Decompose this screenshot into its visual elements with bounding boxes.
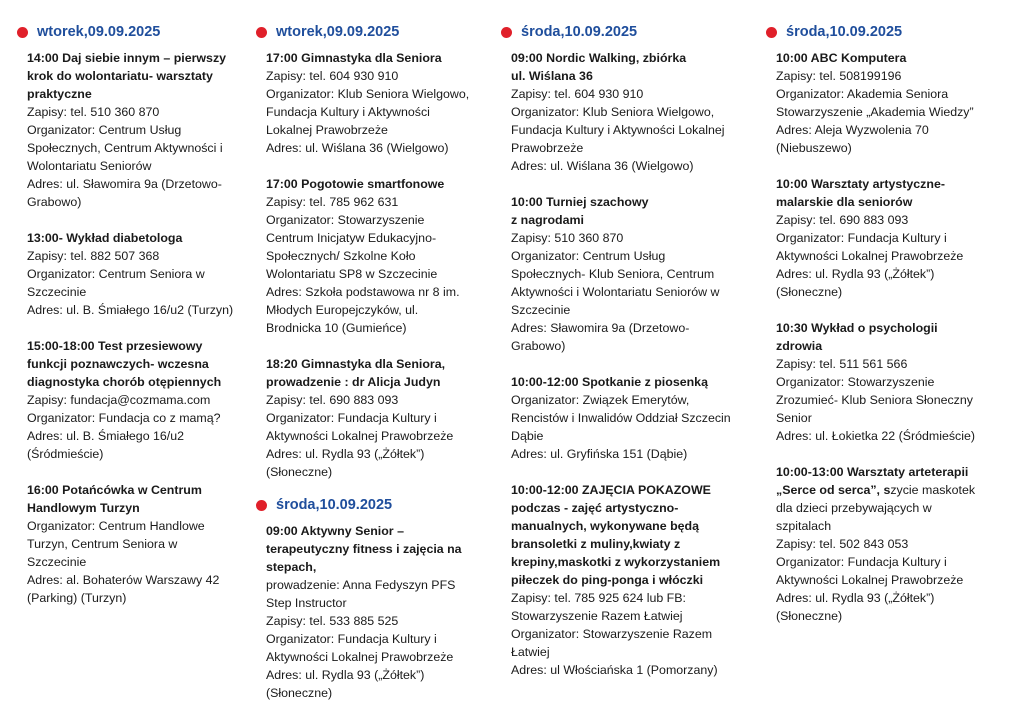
event-title-line: 14:00 Daj siebie innym – pierwszy	[27, 51, 227, 65]
event-detail-line: Organizator: Klub Seniora Wielgowo,	[266, 87, 470, 101]
event-detail-line: Zrozumieć- Klub Seniora Słoneczny	[776, 393, 973, 407]
event-detail-line: Adres: Sławomira 9a (Drzetowo-	[511, 321, 690, 335]
event-detail-line: Adres: ul. Rydla 93 („Żółtek”)	[266, 668, 425, 682]
red-bullet-icon	[256, 500, 267, 511]
event-detail-line: Organizator: Stowarzyszenie	[776, 375, 935, 389]
date-heading	[501, 22, 761, 42]
date-heading	[256, 22, 504, 42]
event-title	[266, 355, 504, 391]
event-detail-line: (Słoneczne)	[266, 465, 333, 479]
event-title	[511, 193, 761, 229]
event-title-line: 17:00 Gimnastyka dla Seniora	[266, 51, 442, 65]
event-detail-line: Stowarzyszenie „Akademia Wiedzy”	[776, 105, 974, 119]
date-text: środa,10.09.2025	[786, 24, 903, 40]
event-details	[27, 103, 257, 211]
event-detail-line: Aktywności Lokalnej Prawobrzeże	[266, 429, 454, 443]
event-title-line: krepiny,maskotki z wykorzystaniem	[511, 555, 721, 569]
event-detail-line: Organizator: Centrum Usług	[27, 123, 182, 137]
event-details	[266, 193, 504, 337]
schedule-column-4	[776, 22, 1012, 643]
event-detail-line: Organizator: Fundacja Kultury i	[776, 555, 947, 569]
event-detail-line: Zapisy: tel. 510 360 870	[27, 105, 160, 119]
event-detail-line: Szczecinie	[511, 303, 571, 317]
event-title	[27, 337, 257, 391]
event-details	[511, 229, 761, 355]
event-entry	[266, 522, 504, 702]
date-text: środa,10.09.2025	[521, 24, 638, 40]
date-heading	[766, 22, 1012, 42]
event-entry	[511, 373, 761, 463]
event-detail-line: Adres: ul Włościańska 1 (Pomorzany)	[511, 663, 718, 677]
event-detail-line: Zapisy: tel. 604 930 910	[266, 69, 399, 83]
event-entry	[511, 49, 761, 175]
event-title-line: piłeczek do ping-ponga i włóczki	[511, 573, 704, 587]
event-detail-line: Centrum Inicjatyw Edukacyjno-	[266, 231, 437, 245]
event-title-line: funkcji poznawczych- wczesna	[27, 357, 209, 371]
event-detail-line: Zapisy: tel. 690 883 093	[266, 393, 399, 407]
event-detail-line: Zapisy: tel. 882 507 368	[27, 249, 160, 263]
event-title	[27, 229, 257, 247]
event-title-line: Handlowym Turzyn	[27, 501, 140, 515]
event-detail-line: Grabowo)	[511, 339, 566, 353]
event-entry	[776, 175, 1012, 301]
event-detail-line: Zapisy: tel. 511 561 566	[776, 357, 908, 371]
event-title-line: 09:00 Aktywny Senior –	[266, 524, 404, 538]
event-detail-line: Organizator: Fundacja Kultury i	[776, 231, 947, 245]
event-detail-line: (Śródmieście)	[27, 447, 104, 461]
event-detail-line: (Słoneczne)	[776, 609, 843, 623]
event-entry	[776, 319, 1012, 445]
event-title-line: 10:00-13:00 Warsztaty arteterapii	[776, 465, 969, 479]
event-entry	[266, 49, 504, 157]
event-title-line: 10:00 Turniej szachowy	[511, 195, 649, 209]
schedule-column-2	[266, 22, 504, 720]
event-entry	[776, 463, 1012, 625]
event-detail-line: Adres: ul. Sławomira 9a (Drzetowo-	[27, 177, 222, 191]
event-title-line: 15:00-18:00 Test przesiewowy	[27, 339, 203, 353]
event-detail-line: Adres: ul. Wiślana 36 (Wielgowo)	[511, 159, 694, 173]
schedule-column-3	[511, 22, 761, 697]
event-detail-line: Lokalnej Prawobrzeże	[266, 123, 388, 137]
event-detail-line: Turzyn, Centrum Seniora w	[27, 537, 178, 551]
event-entry	[266, 175, 504, 337]
event-title-line: stepach,	[266, 560, 317, 574]
event-details	[266, 391, 504, 481]
event-detail-line: Adres: ul. Gryfińska 151 (Dąbie)	[511, 447, 688, 461]
date-text: wtorek,09.09.2025	[37, 24, 161, 40]
event-title-line: 16:00 Potańcówka w Centrum	[27, 483, 202, 497]
event-detail-line: Adres: al. Bohaterów Warszawy 42	[27, 573, 220, 587]
event-title-line: bransoletki z muliny,kwiaty z	[511, 537, 681, 551]
event-detail-line: Szczecinie	[27, 555, 87, 569]
event-title-line: diagnostyka chorób otępiennych	[27, 375, 222, 389]
event-detail-line: Adres: ul. Łokietka 22 (Śródmieście)	[776, 429, 976, 443]
event-title-line: „Serce od serca”, s	[776, 483, 891, 497]
event-title	[511, 373, 761, 391]
event-entry	[511, 193, 761, 355]
event-title-line: 10:00 Warsztaty artystyczne-	[776, 177, 945, 191]
event-detail-line: Wolontariatu Seniorów	[27, 159, 152, 173]
event-detail-line: Organizator: Centrum Usług	[511, 249, 666, 263]
event-title-line: 10:00-12:00 ZAJĘCIA POKAZOWE	[511, 483, 711, 497]
event-details	[27, 247, 257, 319]
event-detail-line: Zapisy: tel. 508199196	[776, 69, 902, 83]
event-detail-line: Organizator: Fundacja co z mamą?	[27, 411, 221, 425]
event-title-line: krok do wolontariatu- warsztaty	[27, 69, 213, 83]
event-title-line: prowadzenie : dr Alicja Judyn	[266, 375, 441, 389]
event-title	[266, 49, 504, 67]
event-details	[266, 67, 504, 157]
event-title	[776, 49, 1012, 67]
event-entry	[511, 481, 761, 679]
event-detail-line: (Słoneczne)	[266, 686, 333, 700]
event-title	[27, 49, 257, 103]
event-detail-line: Zapisy: tel. 533 885 525	[266, 614, 399, 628]
event-title-line: 10:30 Wykład o psychologii	[776, 321, 938, 335]
event-title	[511, 481, 761, 589]
event-details	[27, 517, 257, 607]
event-details	[776, 499, 1012, 625]
event-title-line: 10:00-12:00 Spotkanie z piosenką	[511, 375, 708, 389]
event-detail-line: Łatwiej	[511, 645, 550, 659]
event-detail-line: Adres: ul. Wiślana 36 (Wielgowo)	[266, 141, 449, 155]
event-detail-line: Zapisy: 510 360 870	[511, 231, 624, 245]
event-title-line: manualnych, wykonywane będą	[511, 519, 699, 533]
schedule-column-1	[27, 22, 257, 625]
event-details	[776, 211, 1012, 301]
event-detail-line: Organizator: Fundacja Kultury i	[266, 411, 437, 425]
event-title	[776, 319, 1012, 355]
event-title-line: 17:00 Pogotowie smartfonowe	[266, 177, 445, 191]
event-detail-line: (Parking) (Turzyn)	[27, 591, 127, 605]
event-detail-line: Grabowo)	[27, 195, 82, 209]
event-title	[266, 175, 504, 193]
event-detail-line: Aktywności Lokalnej Prawobrzeże	[776, 249, 964, 263]
event-detail-line: dla dzieci przebywających w	[776, 501, 932, 515]
event-detail-line: Zapisy: tel. 502 843 053	[776, 537, 909, 551]
event-detail-line: Organizator: Centrum Handlowe	[27, 519, 205, 533]
event-detail-line: Senior	[776, 411, 812, 425]
event-detail-line: Społecznych/ Szkolne Koło	[266, 249, 416, 263]
event-title-line: zdrowia	[776, 339, 823, 353]
event-entry	[27, 229, 257, 319]
event-detail-line: Fundacja Kultury i Aktywności Lokalnej	[511, 123, 725, 137]
event-detail-line: Młodych Europejczyków, ul.	[266, 303, 419, 317]
date-text: środa,10.09.2025	[276, 497, 393, 513]
event-details	[511, 391, 761, 463]
event-title	[266, 522, 504, 576]
event-detail-line: Zapisy: tel. 690 883 093	[776, 213, 909, 227]
event-detail-line: Adres: ul. B. Śmiałego 16/u2	[27, 429, 185, 443]
event-detail-line: Adres: ul. Rydla 93 („Żółtek”)	[266, 447, 425, 461]
event-detail-line: Stowarzyszenie Razem Łatwiej	[511, 609, 683, 623]
event-detail-line: Aktywności Lokalnej Prawobrzeże	[776, 573, 964, 587]
event-title	[511, 49, 761, 85]
date-text: wtorek,09.09.2025	[276, 24, 400, 40]
event-detail-line: Step Instructor	[266, 596, 347, 610]
event-detail-line: Organizator: Fundacja Kultury i	[266, 632, 437, 646]
event-detail-line: Adres: ul. Rydla 93 („Żółtek”)	[776, 267, 935, 281]
event-details	[511, 85, 761, 175]
event-title-line: 09:00 Nordic Walking, zbiórka	[511, 51, 687, 65]
event-detail-line: Zapisy: tel. 785 925 624 lub FB:	[511, 591, 686, 605]
event-detail-line: Organizator: Centrum Seniora w	[27, 267, 205, 281]
event-details	[776, 355, 1012, 445]
event-title-line: ul. Wiślana 36	[511, 69, 593, 83]
event-title-line: praktyczne	[27, 87, 92, 101]
event-title-line: 18:20 Gimnastyka dla Seniora,	[266, 357, 446, 371]
event-entry	[776, 49, 1012, 157]
event-title-line: terapeutyczny fitness i zajęcia na	[266, 542, 462, 556]
event-detail-line: Szczecinie	[27, 285, 87, 299]
event-title	[776, 175, 1012, 211]
event-detail-line: Społecznych, Centrum Aktywności i	[27, 141, 223, 155]
event-title-line: z nagrodami	[511, 213, 584, 227]
event-detail-line: Adres: ul. B. Śmiałego 16/u2 (Turzyn)	[27, 303, 234, 317]
event-detail-line: Rencistów i Inwalidów Oddział Szczecin	[511, 411, 731, 425]
event-title-line: 13:00- Wykład diabetologa	[27, 231, 183, 245]
event-title-line: 10:00 ABC Komputera	[776, 51, 907, 65]
event-detail-line: Aktywności i Wolontariatu Seniorów w	[511, 285, 720, 299]
event-detail-line: Brodnicka 10 (Gumieńce)	[266, 321, 407, 335]
event-detail-line: prowadzenie: Anna Fedyszyn PFS	[266, 578, 456, 592]
event-detail-line: Dąbie	[511, 429, 544, 443]
event-detail-line: zycie maskotek	[890, 483, 976, 497]
event-entry	[27, 49, 257, 211]
event-detail-line: Zapisy: fundacja@cozmama.com	[27, 393, 211, 407]
event-details	[511, 589, 761, 679]
event-title	[27, 481, 257, 517]
event-detail-line: (Słoneczne)	[776, 285, 843, 299]
event-title-line: malarskie dla seniorów	[776, 195, 913, 209]
red-bullet-icon	[256, 27, 267, 38]
event-detail-line: Adres: ul. Rydla 93 („Żółtek”)	[776, 591, 935, 605]
event-details	[27, 391, 257, 463]
event-detail-line: Wolontariatu SP8 w Szczecinie	[266, 267, 438, 281]
event-title	[776, 463, 1012, 499]
event-detail-line: Organizator: Związek Emerytów,	[511, 393, 690, 407]
event-entry	[266, 355, 504, 481]
event-detail-line: Prawobrzeże	[511, 141, 584, 155]
event-detail-line: Fundacja Kultury i Aktywności	[266, 105, 430, 119]
event-detail-line: Organizator: Stowarzyszenie Razem	[511, 627, 713, 641]
date-heading	[17, 22, 257, 42]
event-detail-line: (Niebuszewo)	[776, 141, 852, 155]
event-detail-line: Społecznych- Klub Seniora, Centrum	[511, 267, 715, 281]
red-bullet-icon	[17, 27, 28, 38]
event-entry	[27, 337, 257, 463]
event-detail-line: Zapisy: tel. 604 930 910	[511, 87, 644, 101]
red-bullet-icon	[766, 27, 777, 38]
event-details	[266, 576, 504, 702]
date-heading	[256, 495, 504, 515]
event-detail-line: Adres: Aleja Wyzwolenia 70	[776, 123, 929, 137]
event-detail-line: Organizator: Klub Seniora Wielgowo,	[511, 105, 715, 119]
event-detail-line: Organizator: Akademia Seniora	[776, 87, 949, 101]
event-detail-line: Adres: Szkoła podstawowa nr 8 im.	[266, 285, 460, 299]
event-detail-line: Organizator: Stowarzyszenie	[266, 213, 425, 227]
event-details	[776, 67, 1012, 157]
event-detail-line: Aktywności Lokalnej Prawobrzeże	[266, 650, 454, 664]
event-detail-line: Zapisy: tel. 785 962 631	[266, 195, 399, 209]
event-detail-line: szpitalach	[776, 519, 832, 533]
event-title-line: podczas - zajęć artystyczno-	[511, 501, 679, 515]
event-entry	[27, 481, 257, 607]
red-bullet-icon	[501, 27, 512, 38]
